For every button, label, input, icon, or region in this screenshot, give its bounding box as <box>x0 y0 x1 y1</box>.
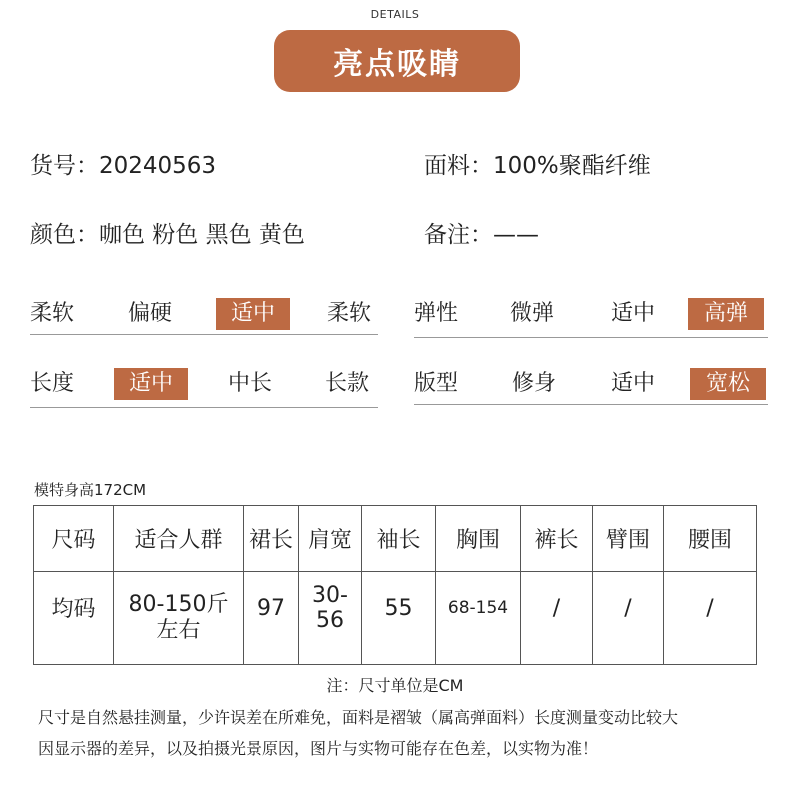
header-arm-circumference: 臂围 <box>593 506 664 572</box>
unit-note: 注：尺寸单位是CM <box>326 676 464 695</box>
header-skirt-length: 裙长 <box>244 506 299 572</box>
cell-size: 均码 <box>34 572 114 665</box>
softness-option-soft: 柔软 <box>327 301 372 326</box>
size-table-row <box>34 572 757 665</box>
cell-arm-circumference: / <box>593 572 664 665</box>
length-option-medium-selected: 适中 <box>114 368 188 400</box>
color-difference-note: 因显示器的差异，以及拍摄光景原因，图片与实物可能存在色差，以实物为准！ <box>38 739 599 758</box>
softness-label: 柔软 <box>30 301 75 326</box>
softness-option-hard: 偏硬 <box>128 301 173 326</box>
section-title-badge: 亮点吸睛 <box>274 30 520 92</box>
measurement-note: 尺寸是自然悬挂测量，少许误差在所难免，面料是褶皱（属高弹面料）长度测量变动比较大 <box>38 708 679 727</box>
cell-sleeve-length: 55 <box>362 572 436 665</box>
length-option-long: 长款 <box>325 371 370 396</box>
fit-divider <box>414 404 768 405</box>
fabric-info: 面料：100%聚酯纤维 <box>424 153 651 179</box>
header-shoulder-width: 肩宽 <box>299 506 362 572</box>
cell-waist: / <box>664 572 757 665</box>
size-table-header-row <box>34 506 757 572</box>
header-waist: 腰围 <box>664 506 757 572</box>
fit-option-loose-selected: 宽松 <box>690 368 766 400</box>
cell-skirt-length: 97 <box>244 572 299 665</box>
length-option-mid-long: 中长 <box>228 371 273 396</box>
header-size: 尺码 <box>34 506 114 572</box>
elasticity-option-high-selected: 高弹 <box>688 298 764 330</box>
cell-bust: 68-154 <box>436 572 521 665</box>
cell-shoulder-width: 30-56 <box>299 572 362 665</box>
item-number: 货号：20240563 <box>30 153 217 179</box>
header-sleeve-length: 袖长 <box>362 506 436 572</box>
size-table <box>33 505 757 665</box>
header-suitable-for: 适合人群 <box>114 506 244 572</box>
fit-option-medium: 适中 <box>611 371 656 396</box>
color-info: 颜色：咖色 粉色 黑色 黄色 <box>30 222 305 248</box>
header-pants-length: 裤长 <box>521 506 593 572</box>
details-caption: DETAILS <box>370 8 420 21</box>
length-label: 长度 <box>30 371 75 396</box>
elasticity-label: 弹性 <box>414 301 459 326</box>
softness-option-medium-selected: 适中 <box>216 298 290 330</box>
remark-info: 备注：—— <box>424 222 539 248</box>
cell-suitable-for: 80-150斤 左右 <box>114 572 244 665</box>
elasticity-option-slight: 微弹 <box>510 301 555 326</box>
model-height-info: 模特身高172CM <box>34 481 147 499</box>
elasticity-divider <box>414 337 768 338</box>
length-divider <box>30 407 378 408</box>
fit-label: 版型 <box>414 371 459 396</box>
fit-option-slim: 修身 <box>512 371 557 396</box>
header-bust: 胸围 <box>436 506 521 572</box>
softness-divider <box>30 334 378 335</box>
cell-pants-length: / <box>521 572 593 665</box>
elasticity-option-medium: 适中 <box>611 301 656 326</box>
